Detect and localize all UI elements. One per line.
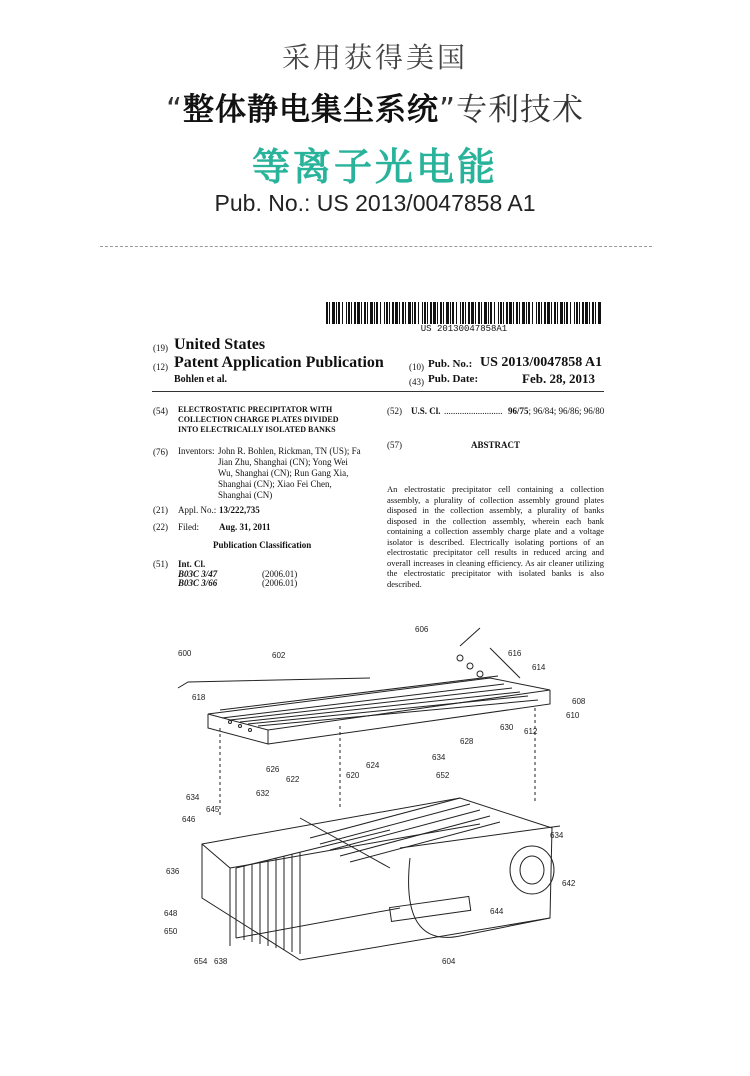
title-line: ELECTROSTATIC PRECIPITATOR WITH xyxy=(178,405,333,414)
inventor-line: John R. Bohlen, Rickman, TN (US); Fa xyxy=(218,446,361,456)
filed-label: Filed: xyxy=(178,522,200,532)
us-cl-value xyxy=(508,406,604,417)
int-cl-date: (2006.01) xyxy=(262,569,298,579)
abstract-heading: ABSTRACT xyxy=(471,440,521,450)
housing xyxy=(202,798,560,960)
country: United States xyxy=(174,336,266,353)
system-name: 整体静电集尘系统 xyxy=(183,92,439,128)
headline-suffix: 专利技术 xyxy=(456,92,585,128)
ref-label: 630 xyxy=(500,723,514,732)
quote-close: ” xyxy=(439,92,457,128)
title-line: INTO ELECTRICALLY ISOLATED BANKS xyxy=(178,425,336,434)
ref-label: 632 xyxy=(256,789,270,798)
code-12: (12) xyxy=(153,362,168,372)
ref-label: 638 xyxy=(214,957,228,966)
ref-label: 622 xyxy=(286,775,300,784)
us-cl-secondary: ; 96/84; 96/86; 96/80 xyxy=(528,406,605,416)
inventor-line: Wu, Shanghai (CN); Run Gang Xia, xyxy=(218,468,349,478)
ref-label: 604 xyxy=(442,957,456,966)
filed-date: Aug. 31, 2011 xyxy=(219,522,271,532)
us-cl-primary: 96/75 xyxy=(508,406,529,416)
ref-label: 642 xyxy=(562,879,576,888)
us-cl-label: U.S. Cl. xyxy=(411,406,441,416)
ref-label: 628 xyxy=(460,737,474,746)
code-22: (22) xyxy=(153,522,168,532)
pub-no-label: Pub. No.: xyxy=(428,358,473,370)
title-line: COLLECTION CHARGE PLATES DIVIDED xyxy=(178,415,339,424)
inventor-line: Shanghai (CN); Xiao Fei Chen, xyxy=(218,479,332,489)
inventor-line: Shanghai (CN) xyxy=(218,490,273,500)
appl-no: 13/222,735 xyxy=(219,505,260,515)
pub-class-heading: Publication Classification xyxy=(213,540,312,550)
ref-label: 650 xyxy=(164,927,178,936)
collector-plates xyxy=(236,798,500,954)
ref-label: 602 xyxy=(272,651,286,660)
code-19: (19) xyxy=(153,343,168,353)
patent-figure xyxy=(160,618,600,970)
code-21: (21) xyxy=(153,505,168,515)
ref-label: 646 xyxy=(182,815,196,824)
ref-label: 608 xyxy=(572,697,586,706)
ref-label: 636 xyxy=(166,867,180,876)
ref-label: 606 xyxy=(415,625,429,634)
pub-no: US 2013/0047858 A1 xyxy=(480,355,603,370)
int-cl-code: B03C 3/66 xyxy=(178,578,218,588)
headline-green: 等离子光电能 xyxy=(251,145,498,189)
quote-open: “ xyxy=(165,92,183,128)
appl-label: Appl. No.: xyxy=(178,505,217,515)
inventors-label: Inventors: xyxy=(178,446,215,456)
code-76: (76) xyxy=(153,447,168,457)
int-cl-label: Int. Cl. xyxy=(178,559,206,569)
barcode-number: US 20130047858A1 xyxy=(420,324,508,334)
us-cl-dots: .......................... xyxy=(444,406,503,416)
code-10: (10) xyxy=(409,362,424,372)
ref-label: 618 xyxy=(192,693,206,702)
code-51: (51) xyxy=(153,559,168,569)
ref-label: 634 xyxy=(550,831,564,840)
ref-label: 620 xyxy=(346,771,360,780)
ref-label: 644 xyxy=(490,907,504,916)
ref-label: 614 xyxy=(532,663,546,672)
ref-label: 645 xyxy=(206,805,220,814)
ref-label: 600 xyxy=(178,649,192,658)
headline-pubno: Pub. No.: US 2013/0047858 A1 xyxy=(214,190,536,216)
headline-adopted: 采用获得美国 xyxy=(281,41,468,74)
abstract-text: An electrostatic precipitator cell containing a collection assembly, a plurality of collection assembly ground plates disposed in the collection assembly, a plurality of banks disposed in the collection assembly, wherein each bank containing a collection assembly charge plate and a voltage isolator is described. Electrically isolating portions of an electrostatic precipitator cell results in reduced arcing and overall increases in cleaning efficiency. As air cleaner utilizing the electrostatic precipitator with isolated banks is also described. xyxy=(387,484,604,589)
pub-date: Feb. 28, 2013 xyxy=(522,371,595,386)
code-57: (57) xyxy=(387,440,402,450)
ref-label: 634 xyxy=(186,793,200,802)
code-54: (54) xyxy=(153,406,168,416)
ref-label: 610 xyxy=(566,711,580,720)
publication-type: Patent Application Publication xyxy=(174,354,384,371)
ref-label: 654 xyxy=(194,957,208,966)
ref-label: 616 xyxy=(508,649,522,658)
ref-label: 634 xyxy=(432,753,446,762)
ref-label: 624 xyxy=(366,761,380,770)
code-43: (43) xyxy=(409,377,424,387)
ref-label: 648 xyxy=(164,909,178,918)
header-rule xyxy=(152,391,604,392)
applicant: Bohlen et al. xyxy=(174,374,228,385)
ref-label: 626 xyxy=(266,765,280,774)
code-52: (52) xyxy=(387,406,402,416)
headline-system xyxy=(0,84,750,129)
int-cl-code: B03C 3/47 xyxy=(178,569,218,579)
electrode-frame xyxy=(208,628,550,744)
dashed-divider xyxy=(100,246,652,247)
patent-title xyxy=(178,405,339,435)
int-cl-date: (2006.01) xyxy=(262,578,298,588)
ref-label: 652 xyxy=(436,771,450,780)
pub-date-label: Pub. Date: xyxy=(428,373,479,385)
barcode-icon xyxy=(326,302,602,324)
ref-label: 612 xyxy=(524,727,538,736)
inventor-line: Jian Zhu, Shanghai (CN); Yong Wei xyxy=(218,457,348,467)
inventors xyxy=(218,446,378,501)
